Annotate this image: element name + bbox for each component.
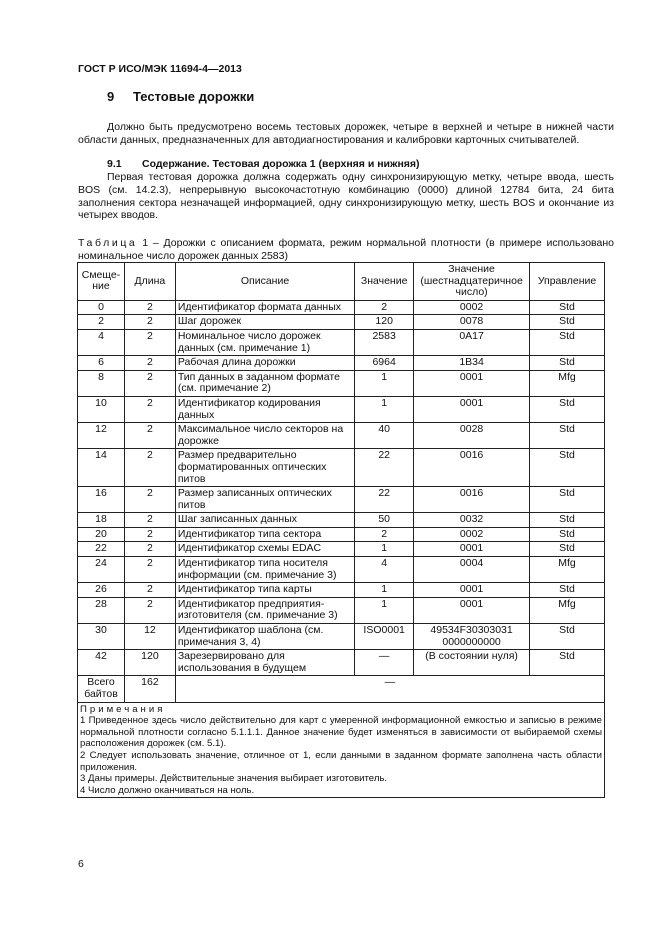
cell-hex: 0028 — [414, 423, 530, 449]
cell-hex: 49534F30303031 0000000000 — [414, 624, 530, 650]
cell-hex: 0001 — [414, 597, 530, 623]
table-row — [78, 597, 605, 623]
table-row — [78, 356, 605, 371]
page-number: 6 — [78, 858, 84, 870]
cell-control: Std — [530, 300, 605, 315]
notes-title: Примечания — [80, 703, 166, 715]
body-paragraph — [78, 171, 614, 222]
cell-control: Std — [530, 542, 605, 557]
cell-description: Тип данных в заданном формате (см. примечание 2) — [175, 370, 354, 396]
table-row — [78, 315, 605, 330]
cell-control: Std — [530, 356, 605, 371]
cell-control: Mfg — [530, 597, 605, 623]
table-row — [78, 329, 605, 355]
table-row — [78, 370, 605, 396]
table-header-row — [78, 263, 605, 301]
table-row — [78, 542, 605, 557]
cell-length: 2 — [124, 396, 175, 422]
cell-value: 6964 — [355, 356, 414, 371]
table-row — [78, 449, 605, 487]
cell-offset: 18 — [78, 513, 125, 528]
cell-length: 2 — [124, 513, 175, 528]
table-body — [78, 300, 605, 676]
cell-description: Размер записанных оптических питов — [175, 487, 354, 513]
cell-control: Std — [530, 650, 605, 676]
note-item: 1 Приведенное здесь число действительно для карт с умеренной информационной емкостью и записью в режиме нормальной плотности согласно 5.1.1.1. Данное значение будет изменяться в зависимости от выбираемой схемы расположения дорожек (см. 5.1). — [80, 715, 602, 750]
cell-description: Идентификатор шаблона (см. примечания 3, 4) — [175, 624, 354, 650]
cell-hex: 0002 — [414, 527, 530, 542]
subsection-heading — [107, 158, 420, 170]
cell-offset: 26 — [78, 583, 125, 598]
subsection-title: Содержание. Тестовая дорожка 1 (верхняя и нижняя) — [142, 158, 420, 170]
notes-row — [78, 702, 605, 798]
total-length: 162 — [124, 676, 175, 702]
table-row — [78, 650, 605, 676]
table-row — [78, 583, 605, 598]
cell-length: 2 — [124, 356, 175, 371]
cell-length: 2 — [124, 300, 175, 315]
cell-value: 1 — [355, 396, 414, 422]
cell-length: 2 — [124, 449, 175, 487]
cell-control: Std — [530, 449, 605, 487]
cell-offset: 14 — [78, 449, 125, 487]
cell-value: — — [355, 650, 414, 676]
cell-description: Максимальное число секторов на дорожке — [175, 423, 354, 449]
cell-description: Шаг дорожек — [175, 315, 354, 330]
cell-offset: 28 — [78, 597, 125, 623]
subsection-number: 9.1 — [107, 158, 122, 170]
cell-value: 4 — [355, 557, 414, 583]
cell-description: Идентификатор кодирования данных — [175, 396, 354, 422]
cell-offset: 22 — [78, 542, 125, 557]
cell-value: 120 — [355, 315, 414, 330]
cell-offset: 4 — [78, 329, 125, 355]
cell-description: Размер предварительно форматированных оптических питов — [175, 449, 354, 487]
cell-value: 1 — [355, 597, 414, 623]
cell-hex: 0004 — [414, 557, 530, 583]
cell-control: Mfg — [530, 557, 605, 583]
cell-length: 2 — [124, 527, 175, 542]
cell-value: 2 — [355, 300, 414, 315]
cell-hex: 0001 — [414, 583, 530, 598]
cell-control: Std — [530, 583, 605, 598]
cell-length: 2 — [124, 487, 175, 513]
section-number: 9 — [107, 89, 115, 104]
table-caption-word: Таблица — [78, 237, 138, 249]
cell-length: 2 — [124, 315, 175, 330]
cell-description: Зарезервировано для использования в будущем — [175, 650, 354, 676]
cell-hex: 0016 — [414, 487, 530, 513]
cell-value: 22 — [355, 449, 414, 487]
cell-hex: 0016 — [414, 449, 530, 487]
cell-offset: 10 — [78, 396, 125, 422]
cell-offset: 30 — [78, 624, 125, 650]
table-notes — [78, 702, 605, 798]
cell-value: 2 — [355, 527, 414, 542]
cell-hex: 0078 — [414, 315, 530, 330]
table-row — [78, 513, 605, 528]
cell-description: Шаг записанных данных — [175, 513, 354, 528]
cell-hex: 0A17 — [414, 329, 530, 355]
cell-control: Std — [530, 527, 605, 542]
cell-hex: (В состоянии нуля) — [414, 650, 530, 676]
cell-length: 2 — [124, 370, 175, 396]
cell-length: 2 — [124, 542, 175, 557]
cell-control: Std — [530, 315, 605, 330]
cell-control: Std — [530, 329, 605, 355]
cell-hex: 1B34 — [414, 356, 530, 371]
cell-length: 2 — [124, 329, 175, 355]
cell-offset: 12 — [78, 423, 125, 449]
cell-hex: 0001 — [414, 542, 530, 557]
cell-value: 22 — [355, 487, 414, 513]
body-text: Первая тестовая дорожка должна содержать одну синхронизирующую метку, четыре ввода, шесть BOS (см. 14.2.3), непрерывную высокочастотную комбинацию (0000) длиной 12784 бита, 24 бита заполнения сектора незначащей информацией, одну синхронизирующую метку, шесть BOS и окончание из четырех вводов. — [78, 171, 614, 222]
format-table — [77, 262, 605, 798]
cell-value: 40 — [355, 423, 414, 449]
cell-value: 2583 — [355, 329, 414, 355]
cell-control: Std — [530, 624, 605, 650]
cell-control: Std — [530, 513, 605, 528]
header-control: Управление — [530, 263, 605, 301]
section-title: Тестовые дорожки — [133, 89, 255, 104]
cell-offset: 6 — [78, 356, 125, 371]
table-row — [78, 423, 605, 449]
table-caption-number: 1 — [142, 237, 149, 249]
header-value: Значение — [355, 263, 414, 301]
cell-description: Идентификатор схемы EDAC — [175, 542, 354, 557]
cell-description: Рабочая длина дорожки — [175, 356, 354, 371]
cell-offset: 0 — [78, 300, 125, 315]
table-caption-text: – Дорожки с описанием формата, режим нормальной плотности (в примере использовано номинальное число дорожек данных 2583) — [78, 237, 614, 262]
cell-offset: 2 — [78, 315, 125, 330]
cell-offset: 8 — [78, 370, 125, 396]
cell-hex: 0002 — [414, 300, 530, 315]
cell-hex: 0001 — [414, 396, 530, 422]
intro-paragraph — [78, 121, 614, 147]
table-row — [78, 300, 605, 315]
cell-offset: 42 — [78, 650, 125, 676]
cell-length: 2 — [124, 423, 175, 449]
cell-value: 1 — [355, 370, 414, 396]
cell-offset: 20 — [78, 527, 125, 542]
cell-hex: 0001 — [414, 370, 530, 396]
section-heading — [107, 89, 254, 104]
header-offset: Смеще-ние — [78, 263, 125, 301]
cell-description: Идентификатор типа сектора — [175, 527, 354, 542]
cell-length: 120 — [124, 650, 175, 676]
cell-description: Идентификатор типа носителя информации (см. примечание 3) — [175, 557, 354, 583]
cell-offset: 24 — [78, 557, 125, 583]
intro-text: Должно быть предусмотрено восемь тестовых дорожек, четыре в верхней и четыре в нижней части области данных, предназначенных для автодиагностирования и калибровки карточных считывателей. — [78, 121, 614, 146]
cell-control: Std — [530, 423, 605, 449]
note-item: 4 Число должно оканчиваться на ноль. — [80, 784, 255, 796]
cell-value: ISO0001 — [355, 624, 414, 650]
table-row — [78, 527, 605, 542]
note-item: 2 Следует использовать значение, отличное от 1, если данными в заданном формате заполнена часть области приложения. — [80, 749, 602, 773]
note-item: 3 Даны примеры. Действительные значения выбирает изготовитель. — [80, 773, 388, 785]
header-hex: Значение (шестнадцатеричное число) — [414, 263, 530, 301]
cell-length: 12 — [124, 624, 175, 650]
total-row — [78, 676, 605, 702]
table-row — [78, 624, 605, 650]
cell-control: Std — [530, 487, 605, 513]
cell-description: Идентификатор типа карты — [175, 583, 354, 598]
cell-description: Номинальное число дорожек данных (см. примечание 1) — [175, 329, 354, 355]
cell-control: Std — [530, 396, 605, 422]
cell-value: 1 — [355, 542, 414, 557]
table-row — [78, 487, 605, 513]
cell-value: 50 — [355, 513, 414, 528]
header-description: Описание — [175, 263, 354, 301]
cell-description: Идентификатор предприятия-изготовителя (см. примечание 3) — [175, 597, 354, 623]
cell-offset: 16 — [78, 487, 125, 513]
cell-length: 2 — [124, 583, 175, 598]
total-dash: — — [175, 676, 604, 702]
cell-length: 2 — [124, 597, 175, 623]
table-row — [78, 396, 605, 422]
document-header: ГОСТ Р ИСО/МЭК 11694-4—2013 — [78, 63, 242, 75]
table-caption — [78, 237, 614, 262]
cell-hex: 0032 — [414, 513, 530, 528]
total-label: Всего байтов — [78, 676, 125, 702]
header-length: Длина — [124, 263, 175, 301]
cell-length: 2 — [124, 557, 175, 583]
cell-control: Mfg — [530, 370, 605, 396]
table-row — [78, 557, 605, 583]
cell-description: Идентификатор формата данных — [175, 300, 354, 315]
cell-value: 1 — [355, 583, 414, 598]
